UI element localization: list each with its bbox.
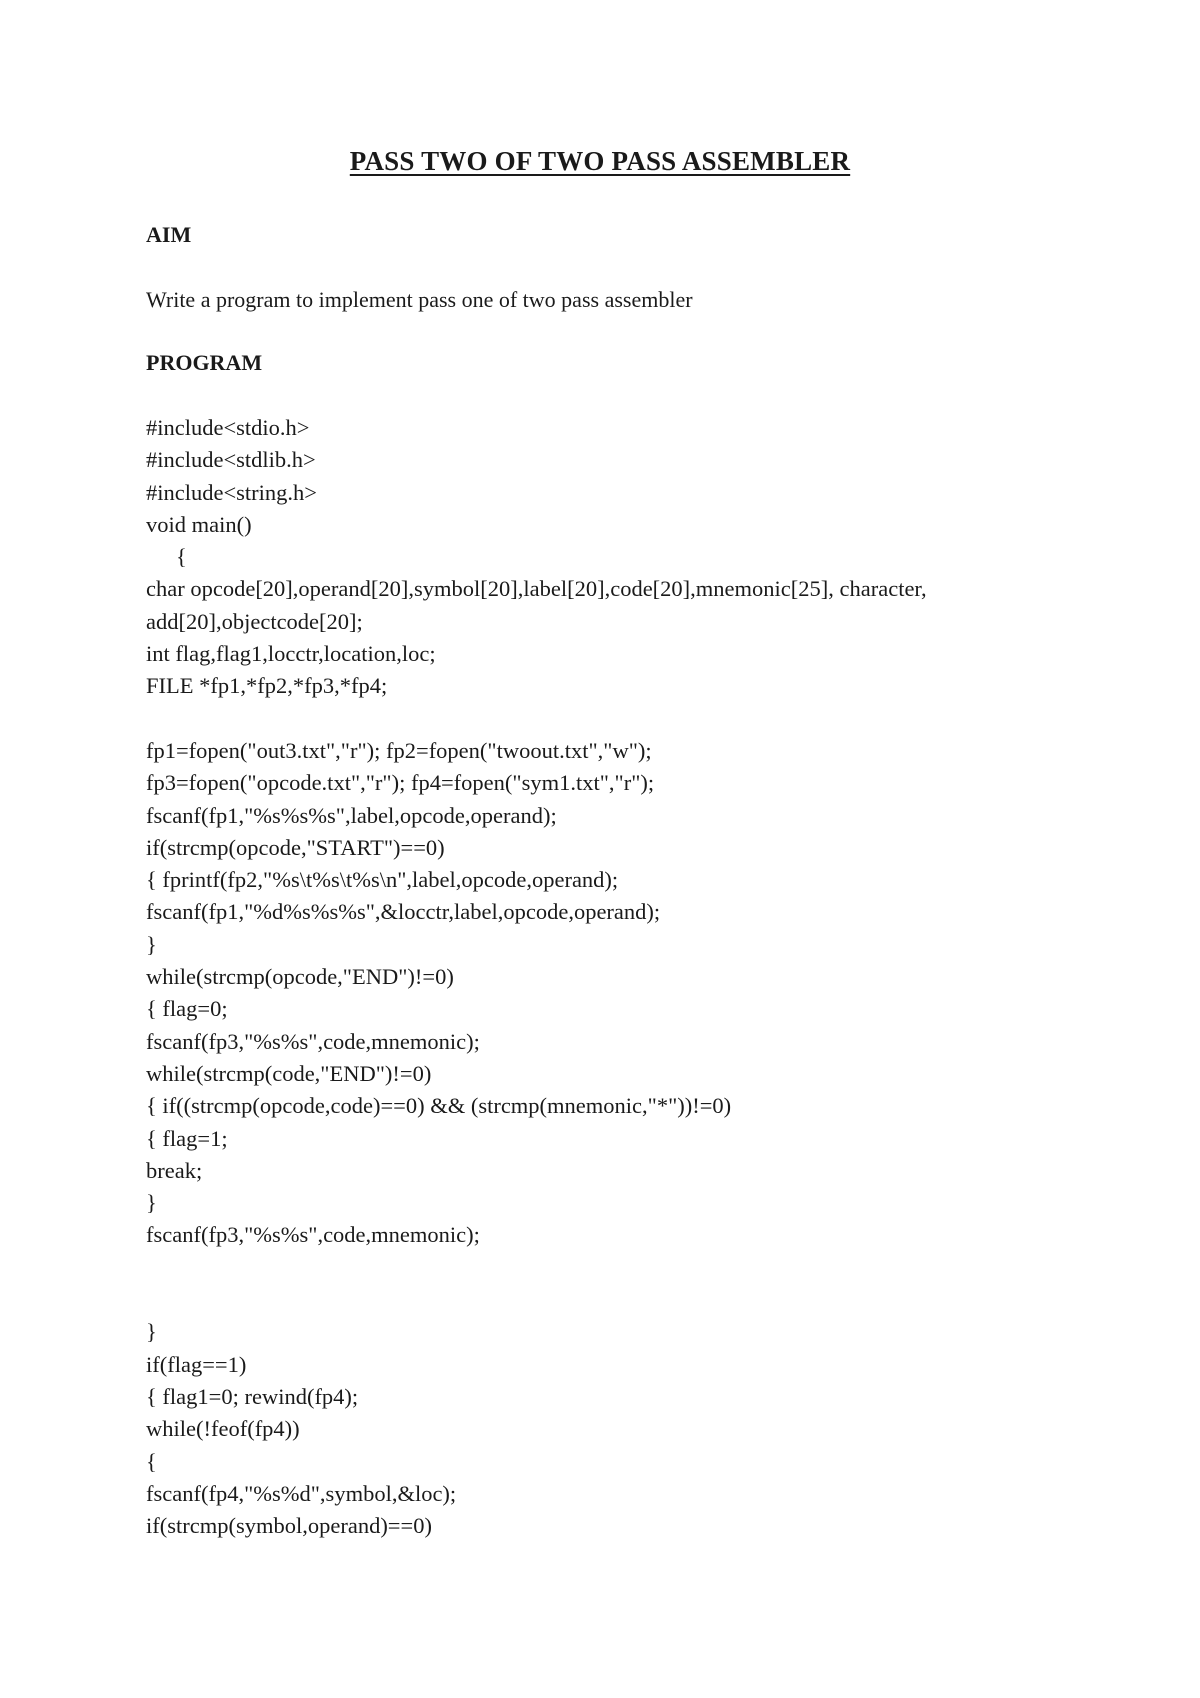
code-line: { flag1=0; rewind(fp4);: [146, 1383, 359, 1409]
code-line: #include<stdlib.h>: [146, 447, 316, 473]
code-line: if(strcmp(opcode,"START")==0): [146, 834, 445, 860]
code-line: while(strcmp(code,"END")!=0): [146, 1060, 432, 1086]
program-heading: PROGRAM: [146, 350, 263, 375]
code-line: }: [146, 1319, 157, 1345]
code-line: {: [176, 544, 187, 570]
aim-heading: AIM: [146, 222, 192, 247]
code-line: { flag=1;: [146, 1125, 228, 1151]
code-line: fscanf(fp4,"%s%d",symbol,&loc);: [146, 1480, 457, 1506]
code-line: { flag=0;: [146, 996, 228, 1022]
code-line: fscanf(fp1,"%d%s%s%s",&locctr,label,opcode,operand);: [146, 899, 661, 925]
code-line: { if((strcmp(opcode,code)==0) && (strcmp(mnemonic,"*"))!=0): [146, 1093, 732, 1119]
code-line: while(!feof(fp4)): [146, 1416, 300, 1442]
code-line: fp3=fopen("opcode.txt","r"); fp4=fopen("sym1.txt","r");: [146, 770, 655, 796]
code-line: char opcode[20],operand[20],symbol[20],label[20],code[20],mnemonic[25], character,: [146, 576, 927, 602]
code-line: [146, 1252, 1156, 1284]
code-line: fp1=fopen("out3.txt","r"); fp2=fopen("twoout.txt","w");: [146, 737, 652, 763]
code-line: #include<stdio.h>: [146, 415, 310, 440]
code-line: if(flag==1): [146, 1351, 247, 1377]
code-line: [146, 703, 1156, 735]
code-line: }: [146, 1190, 157, 1216]
code-line: void main(): [146, 511, 252, 537]
code-line: fscanf(fp3,"%s%s",code,mnemonic);: [146, 1222, 480, 1248]
code-line: [146, 1284, 1156, 1316]
code-line: fscanf(fp3,"%s%s",code,mnemonic);: [146, 1028, 480, 1054]
code-line: add[20],objectcode[20];: [146, 608, 363, 634]
program-code: [146, 412, 1156, 1542]
code-line: while(strcmp(opcode,"END")!=0): [146, 964, 454, 990]
code-line: {: [146, 1448, 157, 1474]
code-line: break;: [146, 1157, 203, 1183]
code-line: { fprintf(fp2,"%s\t%s\t%s\n",label,opcode,operand);: [146, 867, 619, 893]
code-line: if(strcmp(symbol,operand)==0): [146, 1513, 432, 1539]
code-line: #include<string.h>: [146, 479, 317, 505]
code-line: FILE *fp1,*fp2,*fp3,*fp4;: [146, 673, 388, 699]
code-line: fscanf(fp1,"%s%s%s",label,opcode,operand);: [146, 802, 557, 828]
document-title: PASS TWO OF TWO PASS ASSEMBLER: [349, 146, 851, 176]
aim-text: Write a program to implement pass one of two pass assembler: [146, 287, 693, 312]
code-line: int flag,flag1,locctr,location,loc;: [146, 641, 436, 667]
code-line: }: [146, 931, 157, 957]
